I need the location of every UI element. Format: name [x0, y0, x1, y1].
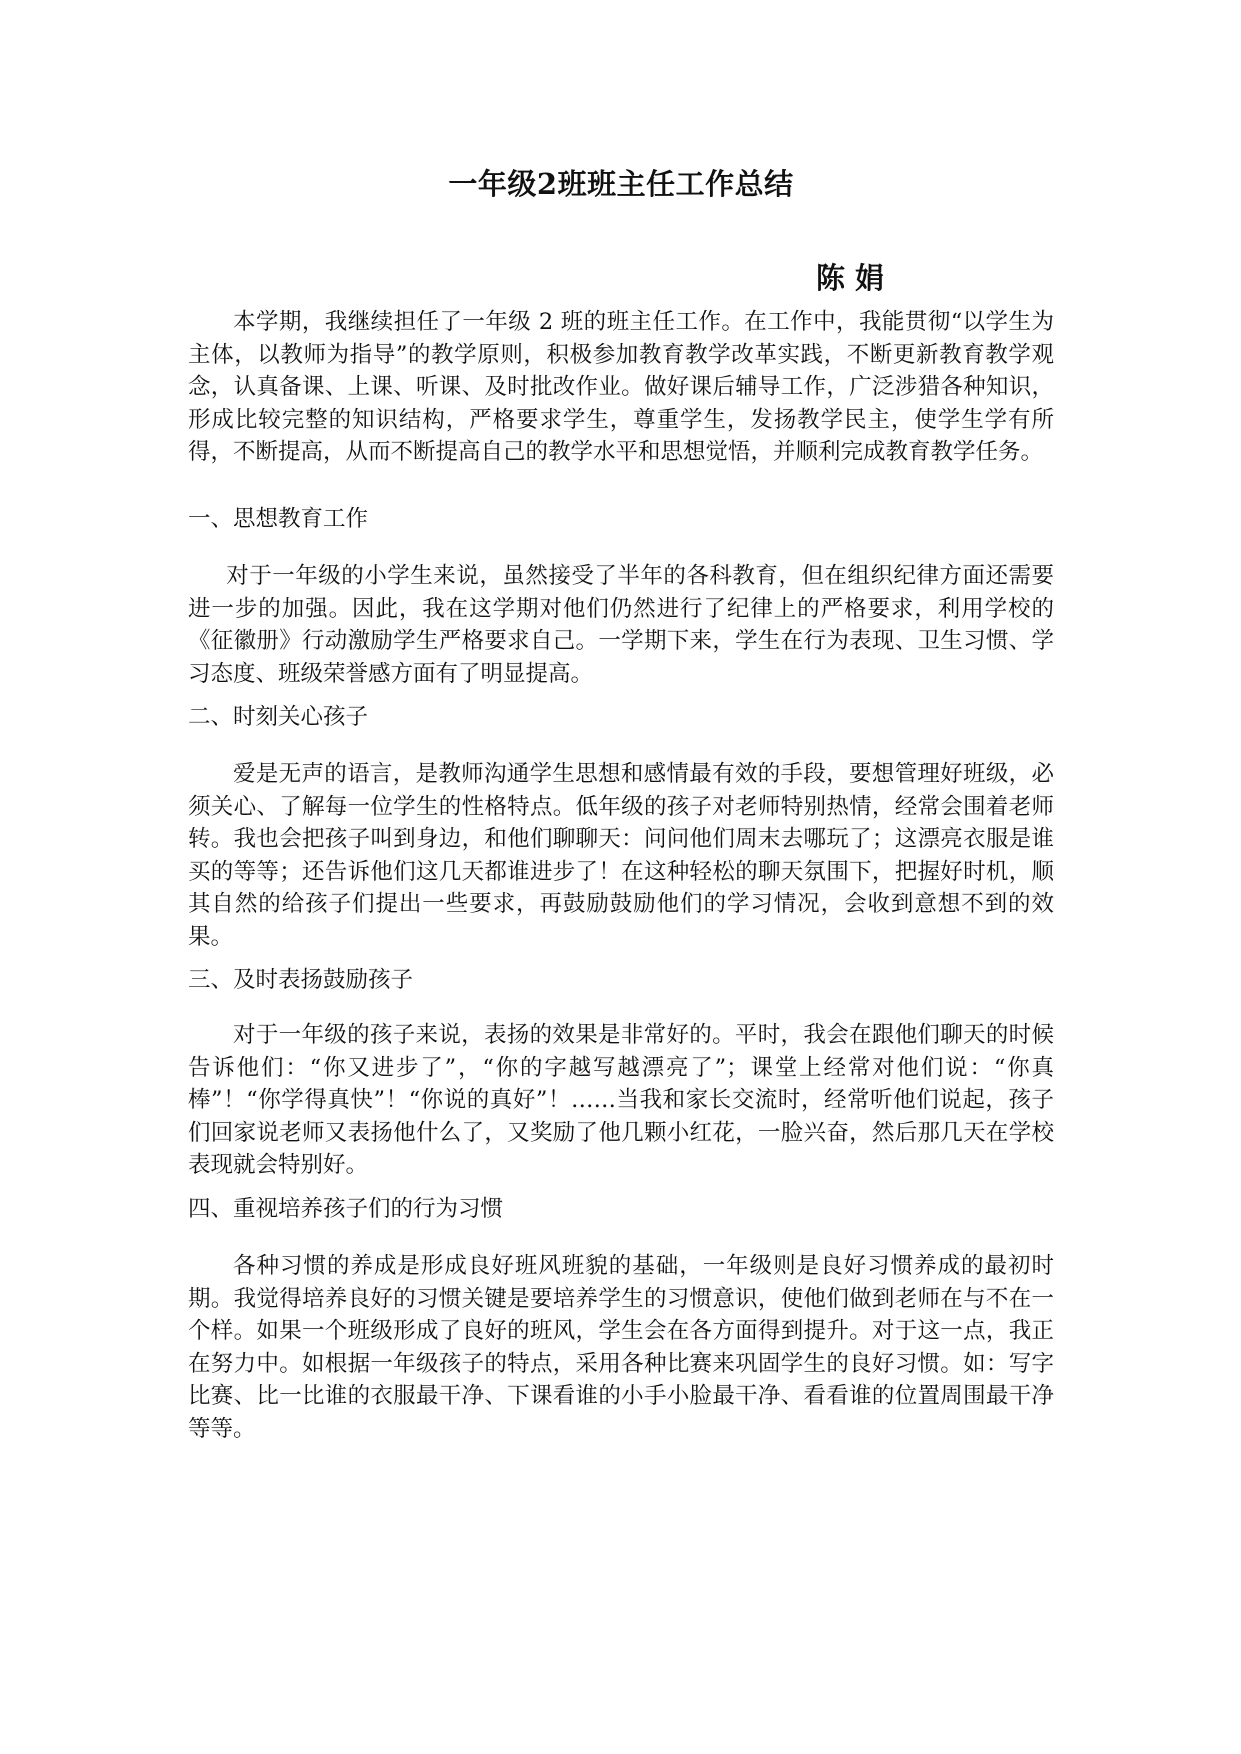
document-title: 一年级2班班主任工作总结: [448, 167, 794, 201]
section-heading-1: 一、思想教育工作: [188, 506, 369, 532]
section-body-4: 各种习惯的养成是形成良好班风班貌的基础，一年级则是良好习惯养成的最初时期。我觉得培养良好的习惯关键是要培养学生的习惯意识，使他们做到老师在与不在一个样。如果一个班级形成了良好的班风，学生会在各方面得到提升。对于这一点，我正在努力中。如根据一年级孩子的特点，采用各种比赛来巩固学生的良好习惯。如：写字比赛、比一比谁的衣服最干净、下课看谁的小手小脸最干净、看看谁的位置周围最干净等等。: [188, 1253, 1054, 1442]
intro-paragraph: 本学期，我继续担任了一年级 2 班的班主任工作。在工作中，我能贯彻“以学生为主体，以教师为指导”的教学原则，积极参加教育教学改革实践，不断更新教育教学观念，认真备课、上课、听课、及时批改作业。做好课后辅导工作，广泛涉猎各种知识，形成比较完整的知识结构，严格要求学生，尊重学生，发扬教学民主，使学生学有所得，不断提高，从而不断提高自己的教学水平和思想觉悟，并顺利完成教育教学任务。: [188, 309, 1054, 466]
section-heading-4: 四、重视培养孩子们的行为习惯: [188, 1196, 504, 1222]
document-author: 陈娟: [816, 261, 895, 295]
section-heading-3: 三、及时表扬鼓励孩子: [188, 967, 414, 993]
section-heading-2: 二、时刻关心孩子: [188, 704, 369, 730]
section-body-1: 对于一年级的小学生来说，虽然接受了半年的各科教育，但在组织纪律方面还需要进一步的加强。因此，我在这学期对他们仍然进行了纪律上的严格要求，利用学校的《征徽册》行动激励学生严格要求自己。一学期下来，学生在行为表现、卫生习惯、学习态度、班级荣誉感方面有了明显提高。: [188, 563, 1054, 687]
document-page: [188, 0, 1054, 1754]
section-body-3: 对于一年级的孩子来说，表扬的效果是非常好的。平时，我会在跟他们聊天的时候告诉他们：“你又进步了”，“你的字越写越漂亮了”；课堂上经常对他们说：“你真棒”！“你学得真快”！“你说的真好”！……当我和家长交流时，经常听他们说起，孩子们回家说老师又表扬他什么了，又奖励了他几颗小红花，一脸兴奋，然后那几天在学校表现就会特别好。: [188, 1022, 1054, 1179]
section-body-2: 爱是无声的语言，是教师沟通学生思想和感情最有效的手段，要想管理好班级，必须关心、了解每一位学生的性格特点。低年级的孩子对老师特别热情，经常会围着老师转。我也会把孩子叫到身边，和他们聊聊天：问问他们周末去哪玩了；这漂亮衣服是谁买的等等；还告诉他们这几天都谁进步了！在这种轻松的聊天氛围下，把握好时机，顺其自然的给孩子们提出一些要求，再鼓励鼓励他们的学习情况，会收到意想不到的效果。: [188, 761, 1054, 950]
